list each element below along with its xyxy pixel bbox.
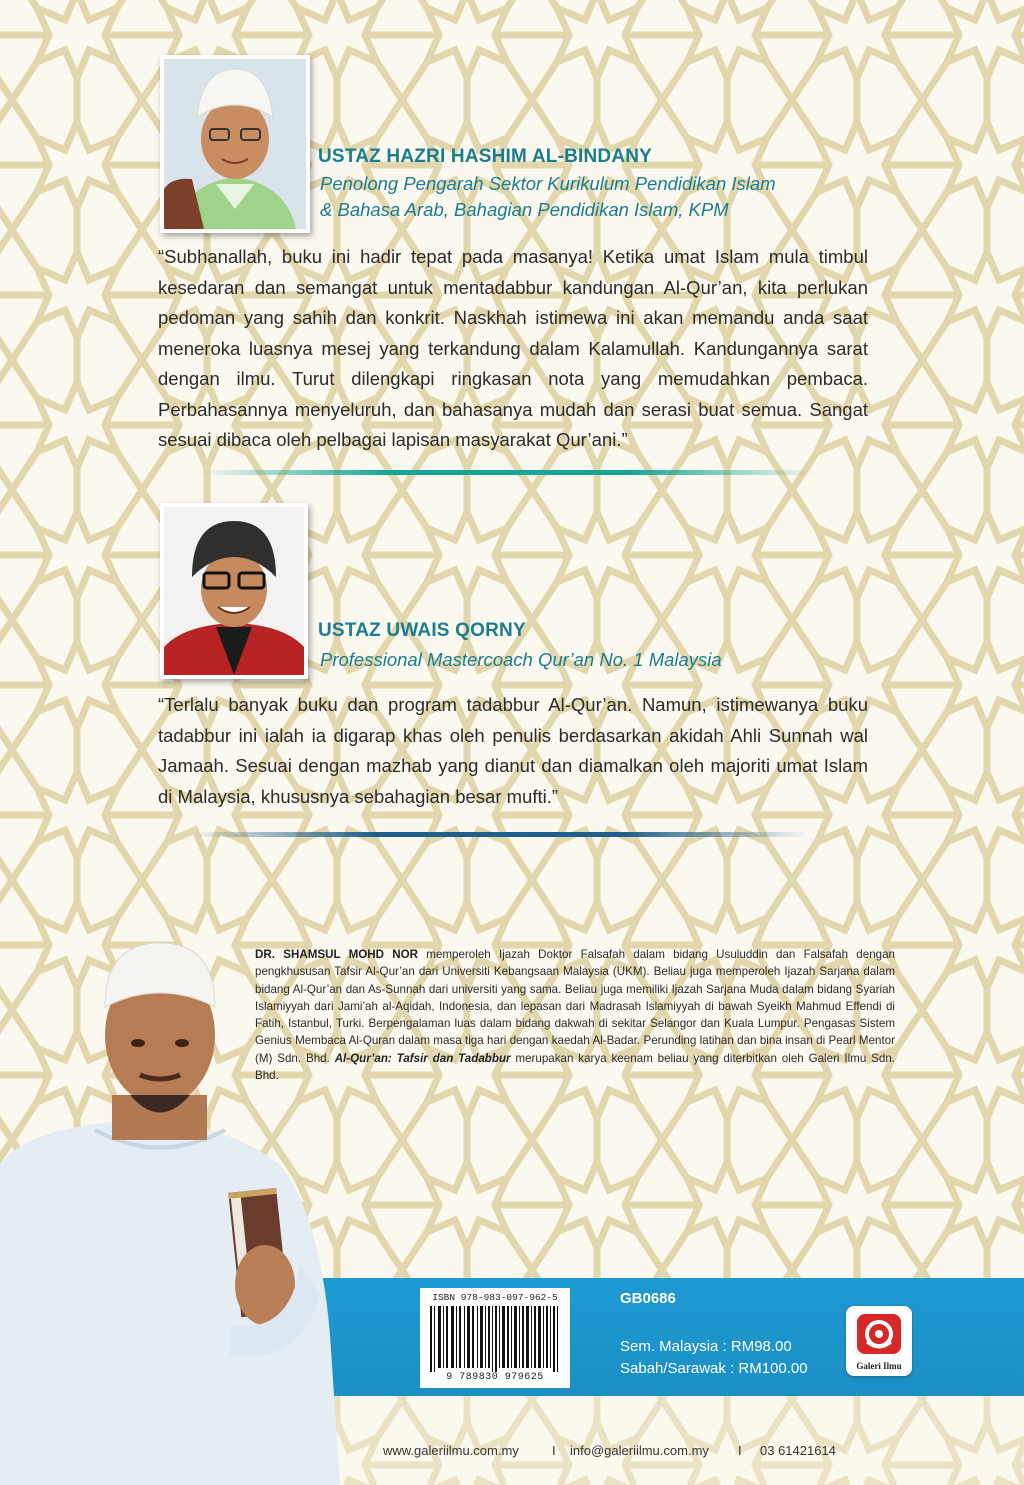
endorser-2-role: Professional Mastercoach Qur’an No. 1 Malaysia — [320, 649, 722, 670]
publisher-phone: 03 61421614 — [760, 1443, 836, 1458]
price-malaysia: Sem. Malaysia : RM98.00 — [620, 1338, 792, 1355]
publisher-email[interactable]: info@galeriilmu.com.my — [570, 1443, 709, 1458]
section-divider-1 — [200, 470, 815, 475]
endorser-2-quote: “Terlalu banyak buku dan program tadabbur Al-Qur’an. Namun, istimewanya buku tadabbur ini ialah ia digarap khas oleh penulis berdasarkan akidah Ahli Sunnah wal Jamaah. Sesuai dengan mazhab yang dianut dan diamalkan oleh majoriti umat Islam di Malaysia, khususnya sebahagian besar mufti.” — [158, 694, 868, 807]
endorser-2-photo — [160, 503, 308, 679]
endorser-1-quote: “Subhanallah, buku ini hadir tepat pada masanya! Ketika umat Islam mula timbul kesedaran dan semangat untuk mentadabbur kandungan Al-Qur’an, kita perlukan pedoman yang sahih dan konkrit. Naskhah istimewa ini akan memandu anda saat meneroka luasnya mesej yang terkandung dalam Kalamullah. Kandungannya sarat dengan ilmu. Turut dilengkapi ringkasan nota yang memudahkan pembaca. Perbahasannya menyeluruh, dan bahasanya mudah dan serasi buat semua. Sangat sesuai dibaca oleh pelbagai lapisan masyarakat Qur’ani.” — [158, 246, 868, 450]
endorser-2-name: USTAZ UWAIS QORNY — [318, 620, 526, 641]
endorser-1-role-line2: & Bahasa Arab, Bahagian Pendidikan Islam, KPM — [320, 199, 729, 220]
author-photo — [0, 935, 360, 1485]
publisher-logo-label: Galeri Ilmu — [856, 1361, 902, 1371]
author-name: DR. SHAMSUL MOHD NOR — [255, 948, 419, 961]
isbn-barcode — [420, 1288, 570, 1388]
barcode-digits: 9 789830 979625 — [446, 1372, 544, 1383]
book-title: Al-Qur’an: Tafsir dan Tadabbur — [334, 1051, 511, 1065]
author-bio-text-end: merupakan karya keenam beliau yang diterbitkan oleh Galeri Ilmu Sdn. Bhd. — [255, 1051, 895, 1083]
section-divider-2 — [190, 832, 810, 837]
contact-separator-2: I — [738, 1443, 742, 1458]
author-bio-text: memperoleh Ijazah Doktor Falsafah dalam bidang Usuluddin dan Falsafah dengan pengkhususan Tafsir Al-Qur’an dari Universiti Kebangsaan Malaysia (UKM). Beliau juga memperoleh Ijazah Sarjana dalam bidang Al-Qur’an dan As-Sunnah dari universiti yang sama. Beliau juga memiliki Ijazah Sarjana Muda dalam bidang Syariah Islamiyyah dari Jami’ah al-Aqidah, Indonesia, dan lepasan dari Madrasah Islamiyyah di bawah Syeikh Mahmud Effendi di Fatih, Istanbul, Turki. Berpengalaman luas dalam bidang dakwah di sekitar Selangor dan Kuala Lumpur. Pengasas Sistem Genius Membaca Al-Quran dalam masa tiga hari dengan kaedah Al-Badar. Perunding latihan dan bina insan di Pearl Mentor (M) Sdn. Bhd. — [255, 948, 895, 1065]
product-code: GB0686 — [620, 1290, 676, 1307]
isbn-label: ISBN 978-983-097-962-5 — [432, 1292, 558, 1303]
publisher-website[interactable]: www.galeriilmu.com.my — [383, 1443, 519, 1458]
galeri-ilmu-logo-icon — [855, 1312, 903, 1356]
endorser-1-role-line1: Penolong Pengarah Sektor Kurikulum Pendidikan Islam — [320, 173, 776, 194]
barcode-icon — [430, 1306, 560, 1372]
publisher-logo — [846, 1306, 912, 1376]
contact-separator-1: I — [552, 1443, 556, 1458]
endorser-1-name: USTAZ HAZRI HASHIM AL-BINDANY — [318, 146, 653, 167]
endorser-1-photo — [160, 55, 310, 233]
price-sabah-sarawak: Sabah/Sarawak : RM100.00 — [620, 1360, 808, 1377]
